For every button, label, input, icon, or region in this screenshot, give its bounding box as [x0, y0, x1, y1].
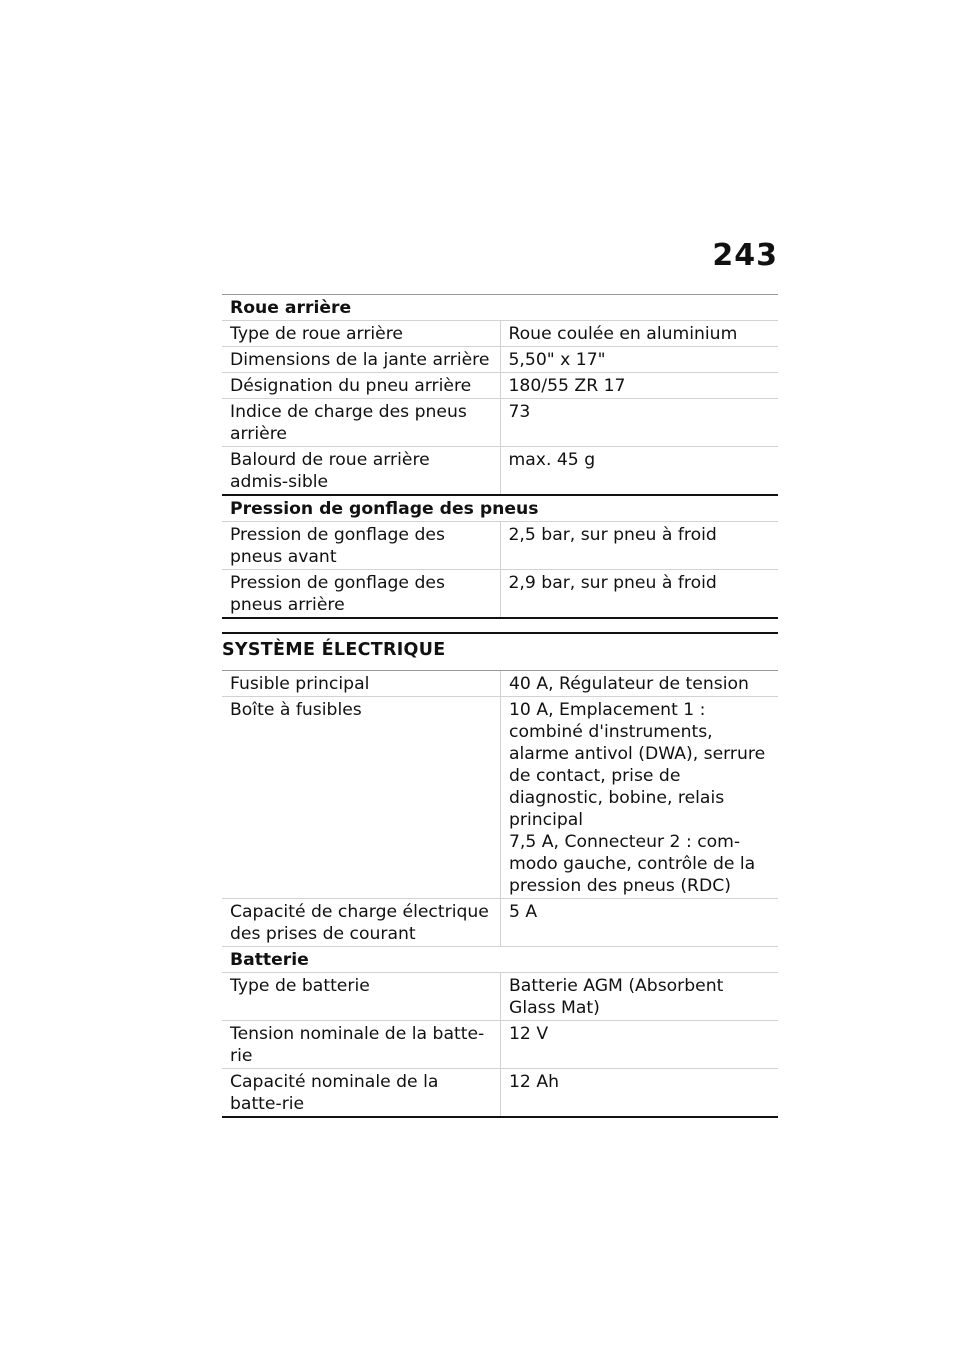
- spec-key: Tension nominale de la batte-rie: [222, 1021, 501, 1069]
- spec-value: 12 V: [501, 1021, 779, 1069]
- fuse-slot-1: 10 A, Emplacement 1 : combiné d'instruments, alarme antivol (DWA), serrure de contact, prise de diagnostic, bobine, relais principal: [509, 700, 766, 830]
- spec-key: Fusible principal: [222, 671, 501, 697]
- rear-wheel-section: [222, 294, 778, 619]
- spec-value: 40 A, Régulateur de tension: [501, 671, 779, 697]
- electrical-table: [222, 671, 778, 1118]
- spec-value: max. 45 g: [500, 447, 778, 496]
- table-row: [222, 347, 778, 373]
- table-row: [222, 1021, 778, 1069]
- battery-heading: Batterie: [222, 947, 778, 973]
- spec-key: Pression de gonflage des pneus avant: [222, 522, 500, 570]
- spec-value: 5 A: [501, 899, 779, 947]
- spec-value: [501, 697, 779, 899]
- spec-value: 2,9 bar, sur pneu à froid: [500, 570, 778, 619]
- table-row: [222, 522, 778, 570]
- spec-value: 5,50" x 17": [500, 347, 778, 373]
- spec-value: Batterie AGM (Absorbent Glass Mat): [501, 973, 779, 1021]
- spec-key: Capacité nominale de la batte-rie: [222, 1069, 501, 1118]
- spec-key: Type de batterie: [222, 973, 501, 1021]
- spec-key: Indice de charge des pneus arrière: [222, 399, 500, 447]
- page-number: 243: [712, 238, 778, 273]
- table-row: [222, 321, 778, 347]
- spec-value: 73: [500, 399, 778, 447]
- table-row: [222, 1069, 778, 1118]
- section-heading-row: [222, 947, 778, 973]
- spec-key: Désignation du pneu arrière: [222, 373, 500, 399]
- table-row: [222, 697, 778, 899]
- section-heading-row: [222, 495, 778, 522]
- fuse-slot-2: 7,5 A, Connecteur 2 : com-modo gauche, contrôle de la pression des pneus (RDC): [509, 832, 756, 896]
- tire-pressure-heading: Pression de gonflage des pneus: [222, 495, 778, 522]
- electrical-section: [222, 670, 778, 1118]
- rear-wheel-heading: Roue arrière: [222, 295, 778, 321]
- spec-key: Pression de gonflage des pneus arrière: [222, 570, 500, 619]
- table-row: [222, 373, 778, 399]
- table-row: [222, 570, 778, 619]
- table-row: [222, 671, 778, 697]
- spec-value: 12 Ah: [501, 1069, 779, 1118]
- table-row: [222, 973, 778, 1021]
- spec-key: Dimensions de la jante arrière: [222, 347, 500, 373]
- table-row: [222, 447, 778, 496]
- table-row: [222, 399, 778, 447]
- electrical-section-title: SYSTÈME ÉLECTRIQUE: [222, 632, 778, 660]
- rear-wheel-table: [222, 295, 778, 619]
- spec-key: Boîte à fusibles: [222, 697, 501, 899]
- table-row: [222, 899, 778, 947]
- spec-value: 2,5 bar, sur pneu à froid: [500, 522, 778, 570]
- spec-key: Balourd de roue arrière admis-sible: [222, 447, 500, 496]
- spec-value: Roue coulée en aluminium: [500, 321, 778, 347]
- section-heading-row: [222, 295, 778, 321]
- spec-value: 180/55 ZR 17: [500, 373, 778, 399]
- spec-key: Type de roue arrière: [222, 321, 500, 347]
- spec-key: Capacité de charge électrique des prises de courant: [222, 899, 501, 947]
